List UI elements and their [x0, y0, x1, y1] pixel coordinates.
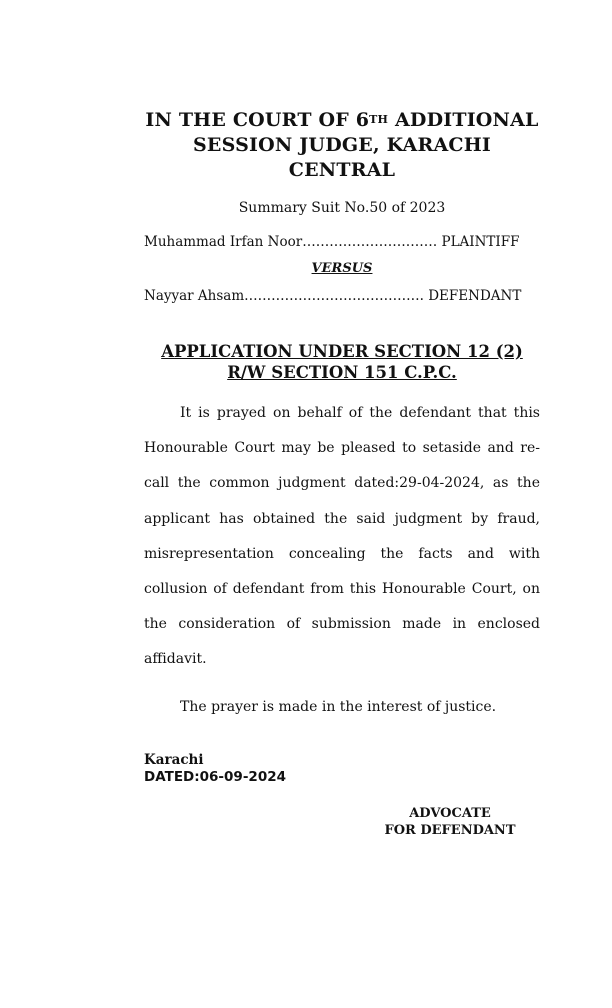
signatory-title: ADVOCATE [409, 806, 491, 821]
signatory-role: FOR DEFENDANT [384, 823, 516, 838]
date-label: DATED:06-09-2024 [144, 769, 286, 785]
defendant-name: Nayyar Ahsam [144, 288, 245, 304]
plaintiff-name: Muhammad Irfan Noor [144, 234, 303, 250]
ordinal-superscript: TH [369, 113, 389, 126]
court-heading-line1: IN THE COURT OF 6TH ADDITIONAL [145, 109, 539, 131]
plaintiff-line [144, 233, 544, 251]
application-body: It is prayed on behalf of the defendant that this Honourable Court may be pleased to setaside and re-call the common judgment dated:29-04-2024, as the applicant has obtained the said judgment by fraud, misrepresentation concealing the facts and with collusion of defendant from this Honourable Court, on the consideration of submission made in enclosed affidavit. [144, 405, 540, 668]
versus-label: VERSUS [311, 261, 373, 276]
court-heading-line2: SESSION JUDGE, KARACHI [192, 134, 491, 156]
court-heading-line3: CENTRAL [288, 159, 396, 181]
application-title-line1: APPLICATION UNDER SECTION 12 (2) [161, 342, 523, 361]
defendant-role: DEFENDANT [428, 288, 522, 304]
prayer-statement: The prayer is made in the interest of justice. [180, 699, 497, 715]
defendant-line [144, 287, 544, 305]
signature-block [360, 805, 540, 839]
defendant-dots: …………………………………. [244, 288, 424, 304]
suit-number: Summary Suit No.50 of 2023 [238, 200, 446, 216]
court-heading [140, 108, 544, 183]
plaintiff-role: PLAINTIFF [441, 234, 520, 250]
application-title [140, 341, 544, 383]
place-label: Karachi [144, 752, 204, 768]
application-title-line2: R/W SECTION 151 C.P.C. [227, 363, 457, 382]
plaintiff-dots: ………………………… [302, 234, 438, 250]
